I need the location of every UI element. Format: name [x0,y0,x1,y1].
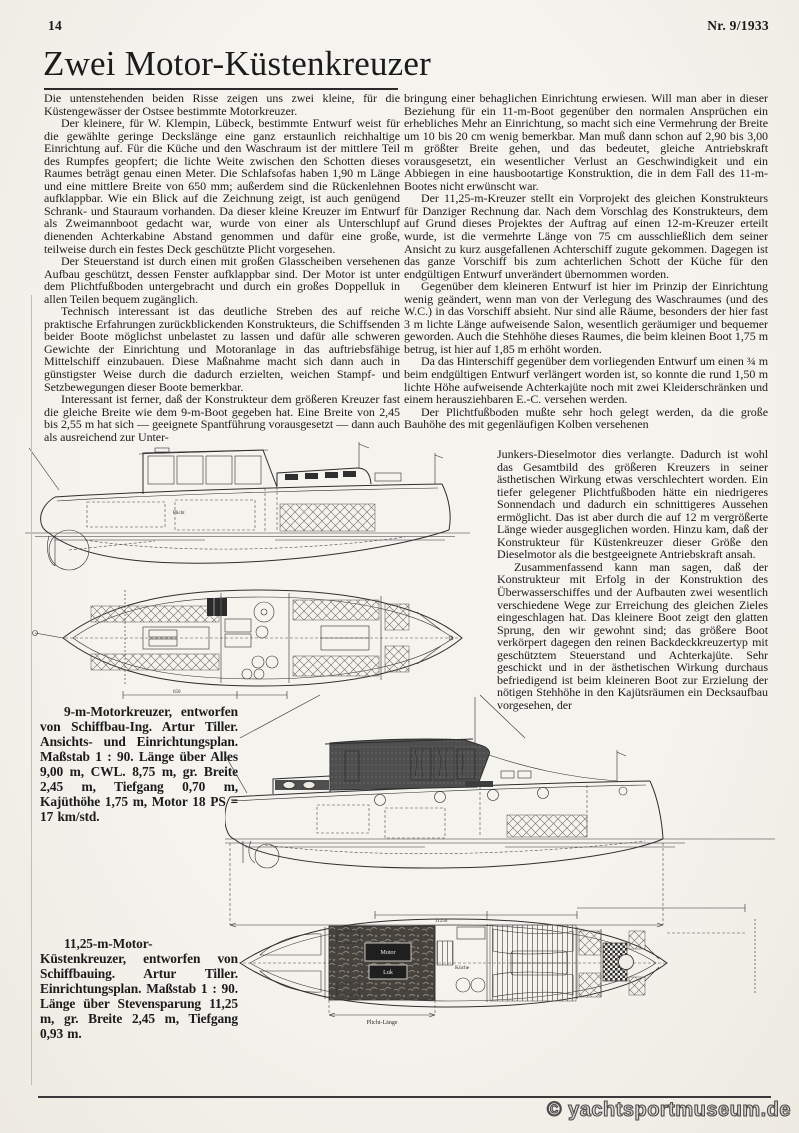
bottom-rule [38,1096,771,1098]
paragraph: Die untenstehenden beiden Risse zeigen uns zwei kleine, für die Küstengewässer der Ostsee bestimmte Motorkreuzer. [44,91,400,118]
caption-11m [40,936,238,1041]
left-column [44,92,400,443]
caption-text: 9-m-Motorkreuzer, entworfen von Schiffbau-Ing. Artur Tiller. Ansichts- und Einrichtungsplan. Maßstab 1 : 90. Länge über Alles 9,00 m, CWL. 8,75 m, gr. Breite 2,45 m, Tiefgang 0,70 m, Kajüthöhe 1,75 m, Motor 18 PS = 17 km/std. [40,704,238,824]
kueche-label: Küche [455,965,470,971]
page-number: 14 [48,18,63,33]
paragraph: bringung einer behaglichen Einrichtung erwiesen. Will man aber in dieser Beziehung für ein 11-m-Boot gegenüber den normalen Ansprüchen ein erhebliches Mehr an Einrichtung, so macht sich eine Vermehrung der Breite um 10 bis 20 cm wenig bemerkbar. Man muß dann schon auf 2,90 bis 3,00 m größter Breite gehen, und das bedeutet, gleiche Antriebskraft vorausgesetzt, ein wesentlicher Verlust an Geschwindigkeit und ein Abbiegen in eine hausbootartige Konstruktion, die in dem Fall des 11-m-Bootes nicht erwünscht war. [404,91,768,193]
dim-overall-label: 11250 [435,919,448,924]
caption-text: 11,25-m-Motor-Küstenkreuzer, entworfen von Schiffbauing. Artur Tiller. Einrichtungsplan. Maßstab 1 : 90. Länge über Stevensparung 11,25 m, gr. Breite 2,45 m, Tiefgang 0,93 m. [40,936,238,1041]
watermark: © yachtsportmuseum.de [546,1099,791,1121]
11m-side-view [225,695,775,927]
issue-number: Nr. 9/1933 [707,18,769,33]
caption-9m [40,704,238,824]
right-column-upper [404,92,768,431]
right-column-lower [497,448,768,711]
motor-label: Motor [380,950,396,956]
paragraph: Da das Hinterschiff gegenüber dem vorliegenden Entwurf um einen ¾ m beim endgültigen Entwurf verlängert worden ist, so konnte die rund 1,50 m lichte Höhe aufweisende Achterkajüte noch mit zwei Kleiderschränken und einem herausziehbaren E.-C. versehen werden. [404,354,768,407]
paragraph: Der Steuerstand ist durch einen mit großen Glasscheiben versehenen Aufbau geschützt, dessen Fenster aufklappbar sind. Der Motor ist unter dem Plichtfußboden untergebracht und durch ein großes Doppelluk in allen Teilen bequem zugänglich. [44,254,400,306]
page-edge-artifact [31,295,32,1085]
paragraph: Interessant ist ferner, daß der Konstrukteur dem größeren Kreuzer fast die gleiche Breite wie dem 9-m-Boot gegeben hat. Eine Breite von 2,45 bis 2,55 m hat sich — geeignete Spantführung vorausgesetzt — dann auch als ausreichend zur Unter- [44,392,400,444]
dim-650-label: 650 [173,690,181,695]
paragraph: Junkers-Dieselmotor dies verlangte. Dadurch ist wohl das Gesamtbild des größeren Kreuzers in seiner ästhetischen Wirkung etwas verschlechtert worden. Ein tiefer gelegener Plichtfußboden hätte ein niedrigeres Sonnendach und dadurch ein schnittigeres Aussehen ermöglicht. Das ist aber durch die auf 12 m vergrößerte Länge wieder ausgeglichen worden. Hinzu kam, daß der Konstrukteur für Küstenkreuzer dieser Größe den Dieselmotor als die bestgeeignete Antriebskraft ansah. [497,447,768,562]
plicht-label: Plicht [173,511,185,516]
boat-drawing-11m [225,693,775,1045]
11m-deck-plan [240,904,755,1026]
article-title: Zwei Motor-Küstenkreuzer [43,44,431,83]
plicht-laenge-label: Plicht-Länge [366,1020,398,1026]
paragraph: Der 11,25-m-Kreuzer stellt ein Vorprojekt des gleichen Konstrukteurs für Danziger Rechnung dar. Nach dem Vorschlag des Konstrukteurs, dem auf Grund dieses Projektes der Auftrag auf einen 12-m-Kreuzer erteilt wurde, ist die vermehrte Länge von 75 cm ausschließlich dem seiner Ansicht zu kurz ausgefallenen Achterschiff zugute gekommen. Dagegen ist das ganze Vorschiff bis zum achterlichen Schott der Küche für den endgültigen Entwurf unverändert übernommen worden. [404,191,768,281]
9m-side-view [25,442,470,570]
paragraph: Gegenüber dem kleineren Entwurf ist hier im Prinzip der Einrichtung wenig geändert, wenn man von der Verlegung des Waschraumes (und des W.C.) in das Vorschiff absieht. Nur sind alle Räume, besonders der hier fast 3 m lichte Länge aufweisende Salon, wesentlich geräumiger und bequemer geworden. Auch die Stehhöhe dieses Raumes, die beim kleinen Boot 1,75 m betrug, ist hier auf 1,85 m erhöht worden. [404,279,768,356]
9m-deck-plan [33,590,463,699]
luk-label: Luk [383,970,393,976]
paragraph: Technisch interessant ist das deutliche Streben des auf reiche praktische Erfahrungen zurückblickenden Konstrukteurs, die Schiffsenden beider Boote möglichst unbelastet zu lassen und dafür alle schweren Gewichte der Einrichtung und Motoranlage in das auftriebsfähige Mittelschiff einzubauen. Diese Maßnahme macht sich dann auch in günstigster Weise durch die dadurch erzielten, weichen Stampf- und Setzbewegungen dieser Boote bemerkbar. [44,304,400,394]
paragraph: Zusammenfassend kann man sagen, daß der Konstrukteur mit Erfolg in der Konstruktion des Überwasserschiffes und der Aufbauten zwei wesentlich verschiedene Wege zur Erreichung des gleichen Zieles eingeschlagen hat. Das kleinere Boot zeigt den glatten Sprung, den wir gewohnt sind; das größere Boot verkörpert dagegen den reinen Backdeckkreuzertyp mit geschütztem Steuerstand und Achterkajüte. Sehr geschickt und in der ästhetischen Wirkung durchaus befriedigend ist beim kleineren Boot zur Erzielung der nötigen Stehhöhe in den Kajütsräumen ein Decksaufbau vorgesehen, der [497,559,768,712]
title-rule [44,88,398,90]
paragraph: Der kleinere, für W. Klempin, Lübeck, bestimmte Entwurf weist für die gewählte geringe Deckslänge eine ganz erstaunlich reichhaltige Einrichtung auf. Für die Küche und den Waschraum ist der mittlere Teil des Rumpfes geopfert; die lichte Weite zwischen den Schotten dieses Raumes beträgt genau einen Meter. Die Schlafsofas haben 1,90 m Länge und eine mittlere Breite von 650 mm; außerdem sind die Rückenlehnen aufklappbar. Wie ein Blick auf die Zeichnung zeigt, ist auch genügend Schrank- und Stauraum vorhanden. Da dieser kleine Kreuzer im Entwurf als Zweimannboot gedacht war, wurde von einer als Unterschlupf dienenden Achterkabine Abstand genommen und dafür eine große, teilweise durch ein festes Deck geschützte Plicht vorgesehen. [44,116,400,256]
paragraph: Der Plichtfußboden mußte sehr hoch gelegt werden, da die große Bauhöhe des mit gegenläufigen Kolben versehenen [404,404,768,432]
